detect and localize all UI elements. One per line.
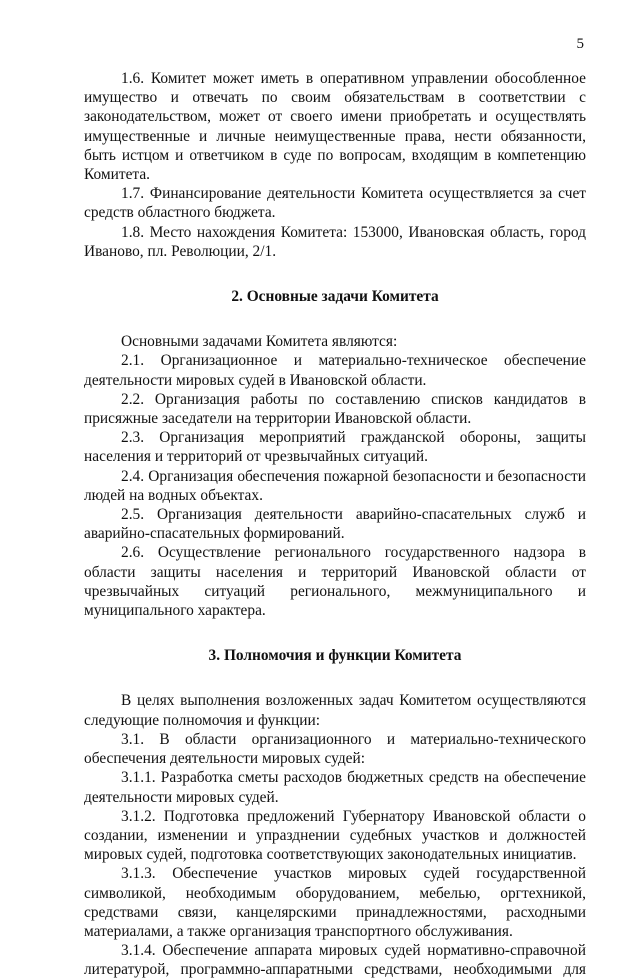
paragraph-3-1: 3.1. В области организационного и материально-технического обеспечения деятельности мировых судей: [84, 730, 586, 768]
paragraph-1-7: 1.7. Финансирование деятельности Комитета осуществляется за счет средств областного бюджета. [84, 185, 586, 222]
paragraph-2-3: 2.3. Организация мероприятий гражданской обороны, защиты населения и территорий от чрезвычайных ситуаций. [84, 429, 586, 466]
section-3-heading: 3. Полномочия и функции Комитета [208, 647, 462, 665]
paragraph-2-2: 2.2. Организация работы по составлению списков кандидатов в присяжные заседатели на территории Ивановской области. [84, 390, 586, 428]
section-3-intro: В целях выполнения возложенных задач Комитетом осуществляются следующие полномочия и функции: [84, 692, 586, 729]
paragraph-3-1-1: 3.1.1. Разработка сметы расходов бюджетных средств на обеспечение деятельности мировых судей. [84, 769, 586, 806]
paragraph-2-4: 2.4. Организация обеспечения пожарной безопасности и безопасности людей на водных объектах. [84, 467, 586, 504]
page-number: 5 [576, 36, 584, 52]
section-2-intro: Основными задачами Комитета являются: [121, 333, 398, 351]
paragraph-1-6: 1.6. Комитет может иметь в оперативном управлении обособленное имущество и отвечать по своим обязательствам в соответствии с законодательством, может от своего имени приобретать и осуществлять имущественные и личные неимущественные права, нести обязанности, быть истцом и ответчиком в суде по вопросам, входящим в компетенцию Комитета. [84, 70, 586, 184]
paragraph-2-1: 2.1. Организационное и материально-техническое обеспечение деятельности мировых судей в Ивановской области. [84, 352, 586, 389]
paragraph-3-1-4: 3.1.4. Обеспечение аппарата мировых судей нормативно-справочной литературой, программно-аппаратными средствами, необходимыми для [84, 942, 586, 979]
paragraph-3-1-3: 3.1.3. Обеспечение участков мировых судей государственной символикой, необходимым оборудованием, мебелью, оргтехникой, средствами связи, канцелярскими принадлежностями, расходными материалами, а также организация транспортного обслуживания. [84, 865, 586, 940]
paragraph-2-5: 2.5. Организация деятельности аварийно-спасательных служб и аварийно-спасательных формирований. [84, 506, 586, 543]
section-2-heading: 2. Основные задачи Комитета [231, 288, 439, 306]
paragraph-3-1-2: 3.1.2. Подготовка предложений Губернатору Ивановской области о создании, изменении и упразднении судебных участков и должностей мировых судей, подготовка соответствующих законодательных инициатив. [84, 807, 586, 864]
paragraph-2-6: 2.6. Осуществление регионального государственного надзора в области защиты населения и территорий Ивановской области от чрезвычайных ситуаций регионального, межмуниципального и муниципального характера. [84, 544, 586, 620]
page-content [84, 69, 586, 980]
paragraph-1-8: 1.8. Место нахождения Комитета: 153000, Ивановская область, город Иваново, пл. Революции, 2/1. [84, 223, 586, 260]
